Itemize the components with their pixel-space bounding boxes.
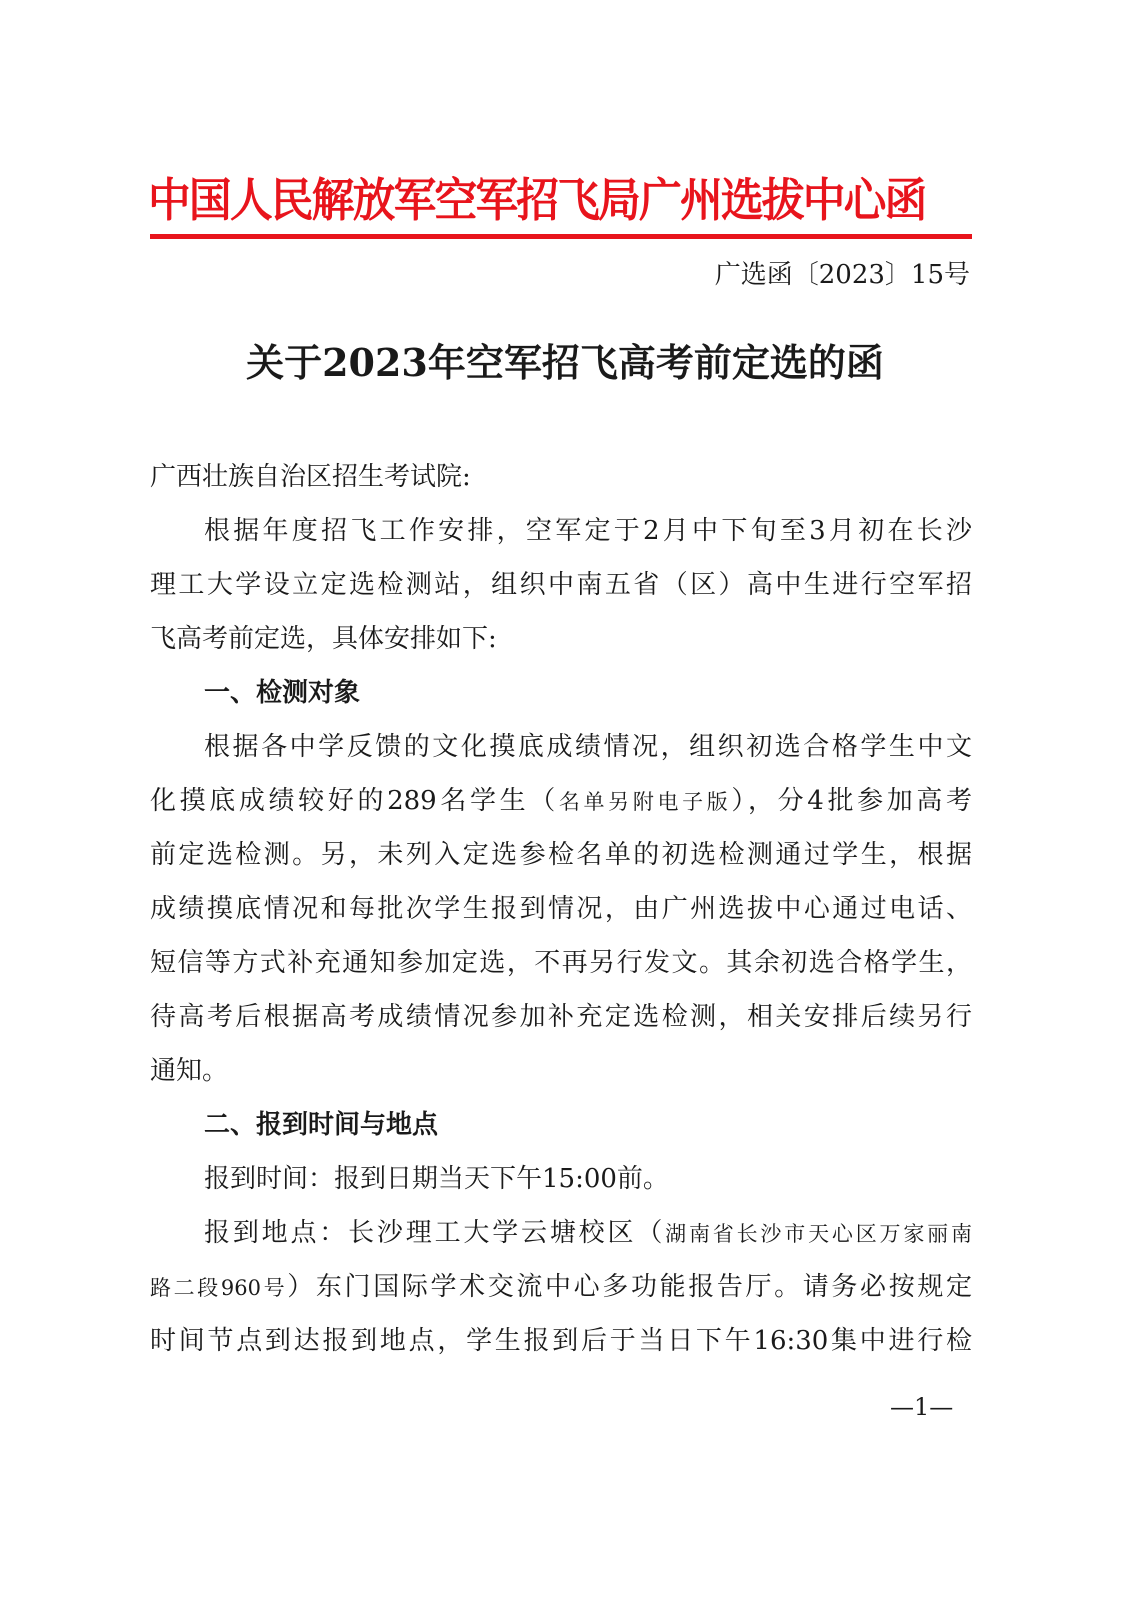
document-number: 广选函〔2023〕15号 [714,260,970,290]
body-text-segment: 报到地点：长沙理工大学云塘校区（ [204,1218,666,1248]
document-title: 关于2023年空军招飞高考前定选的函 [246,340,884,385]
attachment-note: 名单另附电子版 [558,790,732,814]
body-text-segment: ）东门国际学术交流中心多功能报告厅。请务必按规定 [287,1272,972,1302]
body-line: 短信等方式补充通知参加定选，不再另行发文。其余初选合格学生， [150,948,972,978]
report-place-line: 时间节点到达报到地点，学生报到后于当日下午16:30集中进行检 [150,1326,972,1356]
body-line [150,774,972,828]
report-time-line: 报到时间：报到日期当天下午15:00前。 [204,1164,669,1194]
document-body [150,450,972,1368]
intro-line: 理工大学设立定选检测站，组织中南五省（区）高中生进行空军招 [150,570,972,600]
intro-line: 根据年度招飞工作安排，空军定于2月中下旬至3月初在长沙 [204,516,972,546]
report-place-line [150,1260,972,1314]
address-note: 湖南省长沙市天心区万家丽南 [665,1222,972,1246]
page-number: —1— [890,1393,954,1421]
body-line: 前定选检测。另，未列入定选参检名单的初选检测通过学生，根据 [150,840,972,870]
section-heading-1: 一、检测对象 [204,678,361,708]
body-line: 根据各中学反馈的文化摸底成绩情况，组织初选合格学生中文 [204,732,972,762]
salutation: 广西壮族自治区招生考试院: [150,462,471,492]
intro-line: 飞高考前定选，具体安排如下: [150,624,497,654]
body-line: 通知。 [150,1056,229,1086]
address-note: 路二段960号 [150,1276,288,1300]
body-line: 待高考后根据高考成绩情况参加补充定选检测，相关安排后续另行 [150,1002,972,1032]
section-heading-2: 二、报到时间与地点 [204,1110,439,1140]
body-text-segment: 化摸底成绩较好的289名学生（ [150,786,559,816]
body-text-segment: ），分4批参加高考 [731,786,972,816]
red-divider-line [150,234,972,239]
letterhead-masthead: 中国人民解放军空军招飞局广州选拔中心函 [148,173,926,227]
body-line: 成绩摸底情况和每批次学生报到情况，由广州选拔中心通过电话、 [150,894,972,924]
report-place-line [150,1206,972,1260]
